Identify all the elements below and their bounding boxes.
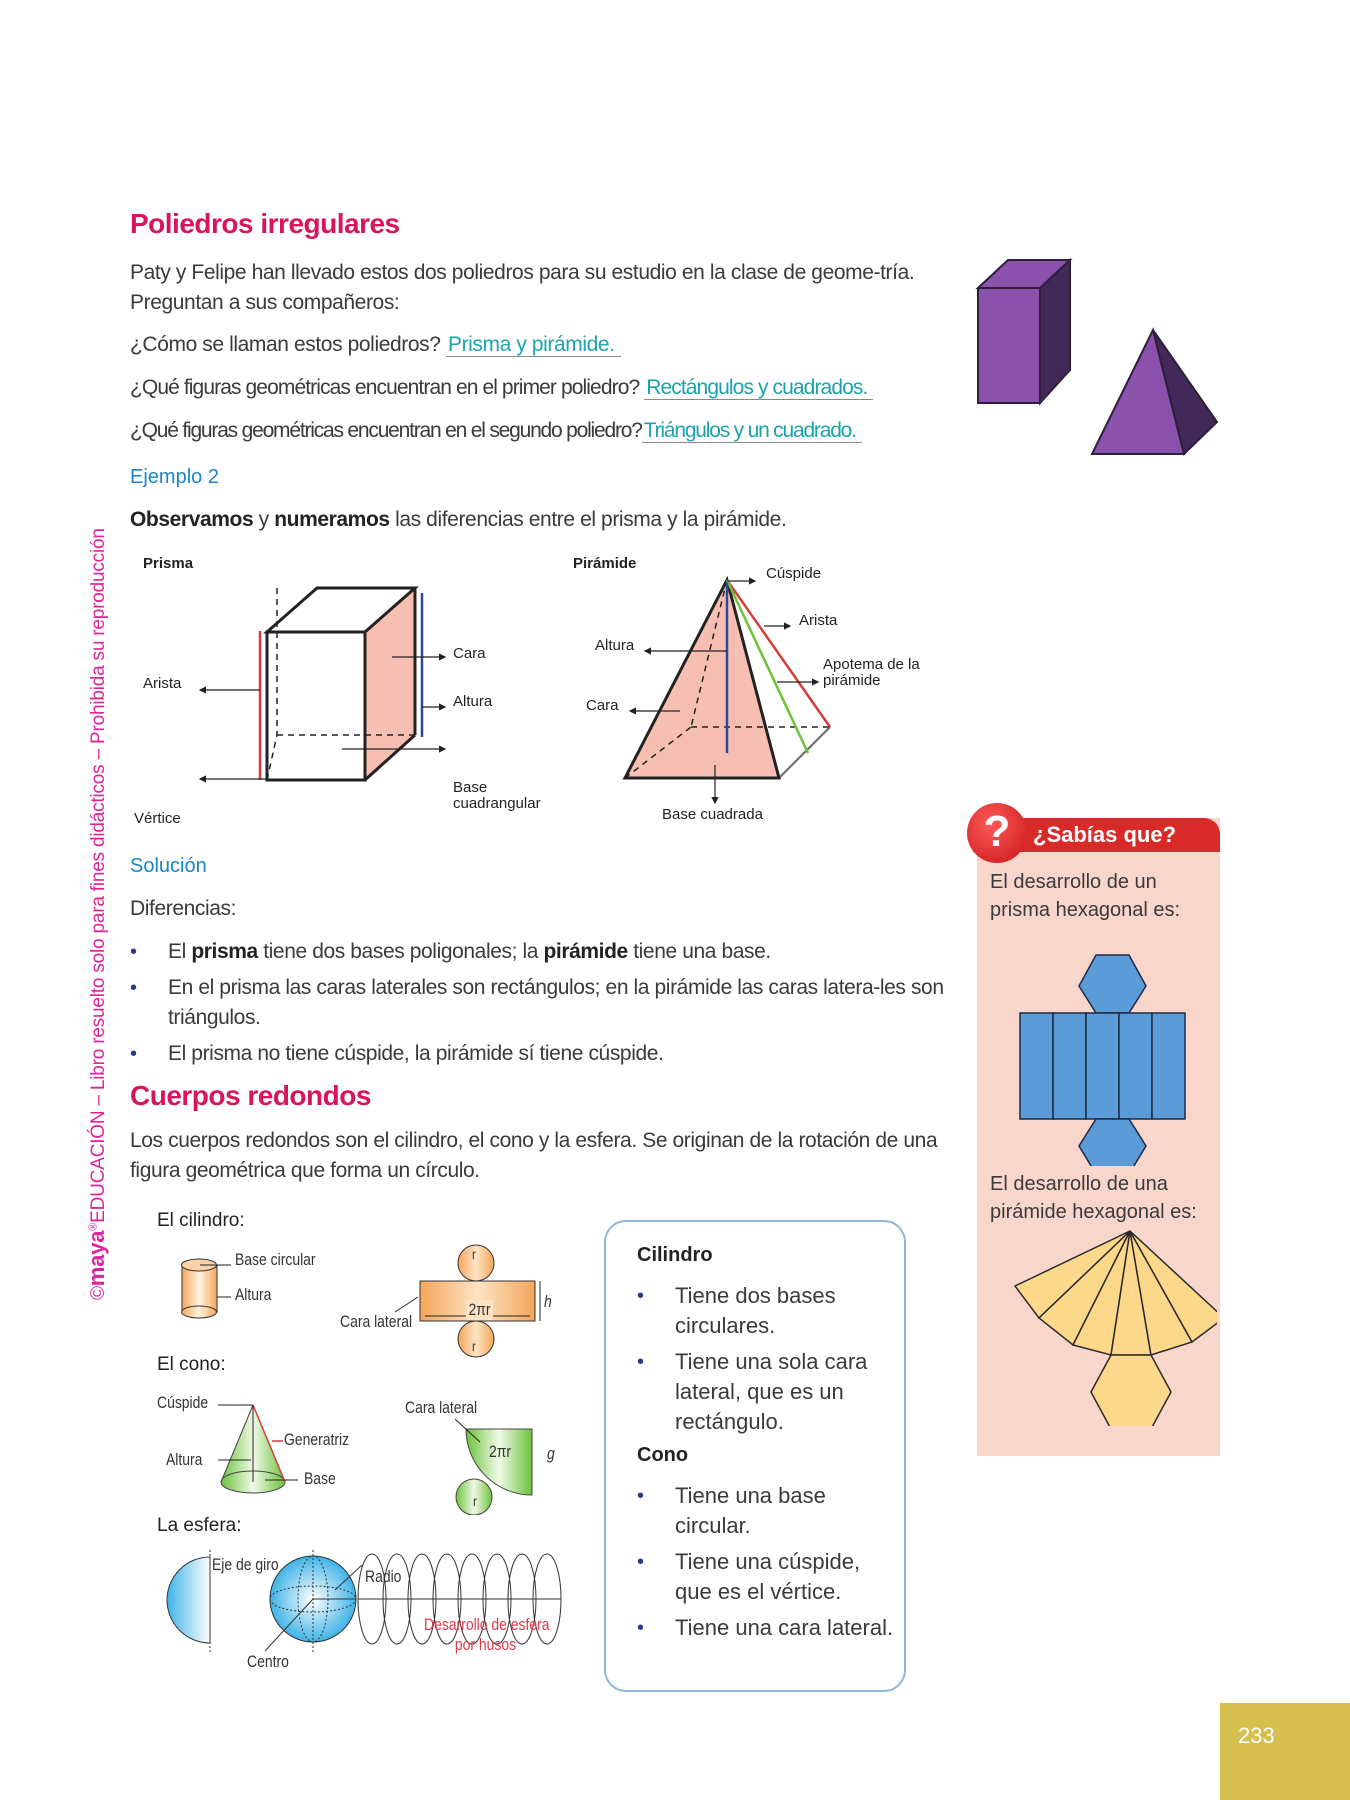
question-text: ¿Qué figuras geométricas encuentran en el segundo poliedro? [130, 419, 642, 442]
label-base-cuadrangular [453, 780, 541, 812]
pyramid-diagram [560, 545, 960, 835]
copyright-sidebar [84, 528, 110, 1300]
text: tiene dos bases poligonales; la [257, 940, 544, 963]
label-arista: Arista [799, 612, 838, 629]
bold-observamos: Observamos [130, 508, 254, 531]
cone-list [637, 1481, 897, 1643]
label-generatriz: Generatriz [284, 1430, 350, 1449]
sabias-que-header [1017, 818, 1220, 852]
cone-heading: Cono [637, 1444, 689, 1466]
label-radius-top: r [472, 1246, 476, 1262]
label-centro: Centro [247, 1652, 289, 1671]
pyramid-net-caption: El desarrollo de una pirámide hexagonal es: [990, 1173, 1197, 1223]
properties-box [604, 1220, 906, 1692]
label-height-h: h [544, 1292, 552, 1311]
question-text: ¿Cómo se llaman estos poliedros? [130, 333, 441, 356]
difference-item [130, 937, 950, 967]
cylinder-title: El cilindro: [157, 1210, 245, 1231]
question-1 [130, 330, 621, 360]
label-cara: Cara [586, 697, 619, 714]
copyright-text: EDUCACIÓN – Libro resuelto solo para fines didácticos – Prohibida su reproducción [88, 528, 109, 1223]
label-altura: Altura [595, 637, 635, 654]
hexagonal-pyramid-net [987, 1226, 1217, 1426]
label-base-line2: cuadrangular [453, 795, 541, 812]
label-desarrollo-esfera [424, 1615, 550, 1655]
purple-prism [978, 260, 1070, 403]
text: El [168, 940, 192, 963]
label-base-line1: Base [453, 779, 488, 796]
bold-numeramos: numeramos [274, 508, 390, 531]
prism-net-caption: El desarrollo de un prisma hexagonal es: [990, 871, 1181, 921]
hexagonal-prism-net [997, 936, 1202, 1166]
pyramid-drawing [560, 545, 960, 835]
answer-text: Rectángulos y cuadrados. [644, 376, 873, 400]
example-instruction [130, 505, 786, 535]
example-label: Ejemplo 2 [130, 466, 219, 488]
polyhedra-illustration [970, 250, 1230, 460]
label-cara-lateral: Cara lateral [340, 1312, 413, 1331]
text: En el prisma las caras laterales son rectángulos; en la pirámide las caras latera-les son triángulos. [168, 976, 944, 1029]
bold-piramide: pirámide [543, 940, 628, 963]
section-title-cuerpos-redondos: Cuerpos redondos [130, 1080, 371, 1111]
brand-logo: maya [84, 1230, 109, 1287]
label-base-circular: Base circular [235, 1250, 316, 1269]
cylinder-properties [637, 1244, 897, 1443]
label-cara: Cara [453, 645, 486, 662]
question-mark-icon: ? [967, 803, 1027, 863]
answer-text: Prisma y pirámide. [446, 333, 621, 357]
label-altura: Altura [453, 693, 493, 710]
page-number: 233 [1220, 1703, 1350, 1800]
property-item: • Tiene una sola cara lateral, que es un rectángulo. [637, 1347, 897, 1437]
difference-item [130, 973, 950, 1033]
registered-mark: ® [87, 1222, 100, 1231]
difference-item [130, 1039, 950, 1069]
sphere-drawing [140, 1545, 580, 1675]
purple-pyramid [1092, 330, 1217, 454]
instruction-rest: las diferencias entre el prisma y la pirámide. [389, 508, 787, 531]
solution-label: Solución [130, 855, 207, 877]
question-3 [130, 416, 862, 446]
prism-title: Prisma [143, 555, 194, 572]
label-circumference: 2πr [466, 1300, 493, 1320]
label-radio: Radio [365, 1567, 402, 1586]
cylinder-list [637, 1281, 897, 1437]
pyramid-title: Pirámide [573, 555, 637, 572]
sphere-title: La esfera: [157, 1515, 242, 1536]
question-2 [130, 373, 873, 403]
cone-properties [637, 1444, 897, 1649]
property-item: • Tiene una cúspide, que es el vértice. [637, 1547, 897, 1607]
text: El prisma no tiene cúspide, la pirámide sí tiene cúspide. [168, 1042, 664, 1065]
label-altura: Altura [235, 1285, 272, 1304]
property-item: • Tiene una cara lateral. [637, 1613, 897, 1643]
cone-title: El cono: [157, 1354, 226, 1375]
label-apotema-line1: Apotema de la [823, 656, 920, 673]
label-desarrollo-line2: por husos [454, 1635, 517, 1654]
label-apotema [823, 657, 920, 689]
answer-text: Triángulos y un cuadrado. [642, 419, 862, 443]
solution-intro: Diferencias: [130, 897, 237, 920]
label-eje-de-giro: Eje de giro [212, 1555, 279, 1574]
cylinder-heading: Cilindro [637, 1244, 713, 1266]
section-title-poliedros: Poliedros irregulares [130, 208, 400, 239]
label-base: Base [304, 1469, 336, 1488]
intro-paragraph: Paty y Felipe han llevado estos dos poliedros para su estudio en la clase de geome-tría. Preguntan a sus compañeros: [130, 261, 915, 314]
label-desarrollo-line1: Desarrollo de esfera [424, 1615, 550, 1634]
label-circumference: 2πr [489, 1442, 512, 1461]
sabias-que-box [977, 807, 1220, 1456]
cylinder-drawing [140, 1240, 580, 1360]
label-generatrix-g: g [547, 1444, 555, 1463]
label-altura: Altura [166, 1450, 203, 1469]
question-text: ¿Qué figuras geométricas encuentran en el primer poliedro? [130, 376, 640, 399]
copyright-symbol: © [88, 1286, 109, 1300]
property-item: • Tiene una base circular. [637, 1481, 897, 1541]
label-cuspide: Cúspide [157, 1393, 209, 1412]
label-cuspide: Cúspide [766, 565, 822, 582]
connector: y [253, 508, 275, 531]
label-base-cuadrada: Base cuadrada [662, 806, 763, 823]
round-bodies-intro: Los cuerpos redondos son el cilindro, el cono y la esfera. Se originan de la rotación de una figura geométrica que forma un círculo. [130, 1129, 938, 1182]
label-radius: r [473, 1493, 477, 1509]
label-radius-bottom: r [472, 1338, 476, 1354]
property-item: • Tiene dos bases circulares. [637, 1281, 897, 1341]
prism-diagram [120, 545, 560, 835]
text: tiene una base. [627, 940, 771, 963]
differences-list [130, 937, 950, 1075]
label-arista: Arista [143, 675, 182, 692]
bold-prisma: prisma [191, 940, 258, 963]
label-apotema-line2: pirámide [823, 672, 881, 689]
label-cara-lateral: Cara lateral [405, 1398, 478, 1417]
label-vertice: Vértice [134, 810, 181, 827]
sabias-que-title: ¿Sabías que? [1033, 822, 1177, 847]
